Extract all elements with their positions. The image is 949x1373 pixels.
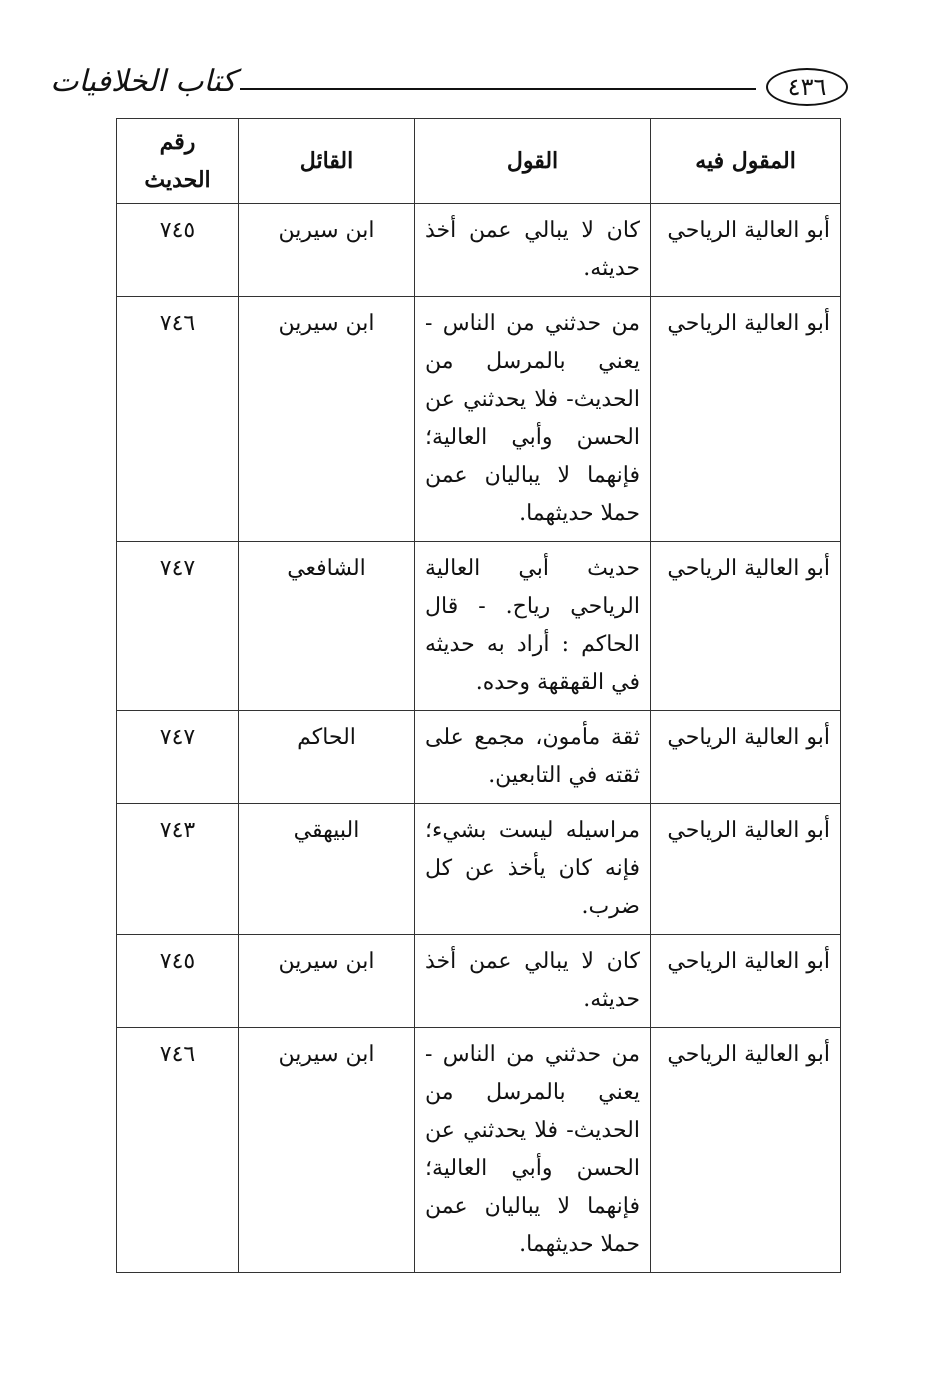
cell-subject: أبو العالية الرياحي	[651, 297, 841, 542]
cell-number: ٧٤٧	[117, 711, 239, 804]
column-header-speaker: القائل	[239, 119, 415, 204]
cell-speaker: ابن سيرين	[239, 297, 415, 542]
cell-saying: من حدثني من الناس - يعني بالمرسل من الحديث- فلا يحدثني عن الحسن وأبي العالية؛ فإنهما لا يباليان عمن حملا حديثهما.	[415, 297, 651, 542]
cell-saying: حديث أبي العالية الرياحي رياح. - قال الحاكم : أراد به حديثه في القهقهة وحده.	[415, 542, 651, 711]
table-header-row	[117, 119, 841, 204]
cell-number: ٧٤٧	[117, 542, 239, 711]
narrators-table-wrapper	[116, 118, 840, 1273]
cell-speaker: ابن سيرين	[239, 935, 415, 1028]
cell-speaker: ابن سيرين	[239, 204, 415, 297]
table-row	[117, 935, 841, 1028]
cell-number: ٧٤٦	[117, 297, 239, 542]
cell-subject: أبو العالية الرياحي	[651, 711, 841, 804]
column-header-number: رقم الحديث	[117, 119, 239, 204]
table-row	[117, 542, 841, 711]
book-title: كتاب الخلافيات	[50, 64, 236, 99]
cell-saying: من حدثني من الناس - يعني بالمرسل من الحديث- فلا يحدثني عن الحسن وأبي العالية؛ فإنهما لا يباليان عمن حملا حديثهما.	[415, 1028, 651, 1273]
cell-subject: أبو العالية الرياحي	[651, 935, 841, 1028]
cell-speaker: الشافعي	[239, 542, 415, 711]
cell-speaker: ابن سيرين	[239, 1028, 415, 1273]
column-header-saying: القول	[415, 119, 651, 204]
cell-saying: كان لا يبالي عمن أخذ حديثه.	[415, 935, 651, 1028]
header-rule	[240, 88, 756, 90]
column-header-subject: المقول فيه	[651, 119, 841, 204]
cell-number: ٧٤٦	[117, 1028, 239, 1273]
cell-number: ٧٤٥	[117, 204, 239, 297]
cell-number: ٧٤٥	[117, 935, 239, 1028]
cell-speaker: الحاكم	[239, 711, 415, 804]
table-row	[117, 1028, 841, 1273]
cell-saying: كان لا يبالي عمن أخذ حديثه.	[415, 204, 651, 297]
table-row	[117, 804, 841, 935]
cell-subject: أبو العالية الرياحي	[651, 542, 841, 711]
cell-speaker: البيهقي	[239, 804, 415, 935]
narrators-table	[116, 118, 841, 1273]
cell-subject: أبو العالية الرياحي	[651, 1028, 841, 1273]
cell-saying: مراسيله ليست بشيء؛ فإنه كان يأخذ عن كل ضرب.	[415, 804, 651, 935]
cell-saying: ثقة مأمون، مجمع على ثقته في التابعين.	[415, 711, 651, 804]
table-row	[117, 204, 841, 297]
cell-number: ٧٤٣	[117, 804, 239, 935]
cell-subject: أبو العالية الرياحي	[651, 804, 841, 935]
page-number: ٤٣٦	[766, 68, 848, 106]
cell-subject: أبو العالية الرياحي	[651, 204, 841, 297]
page-header	[50, 62, 848, 112]
table-row	[117, 297, 841, 542]
table-row	[117, 711, 841, 804]
